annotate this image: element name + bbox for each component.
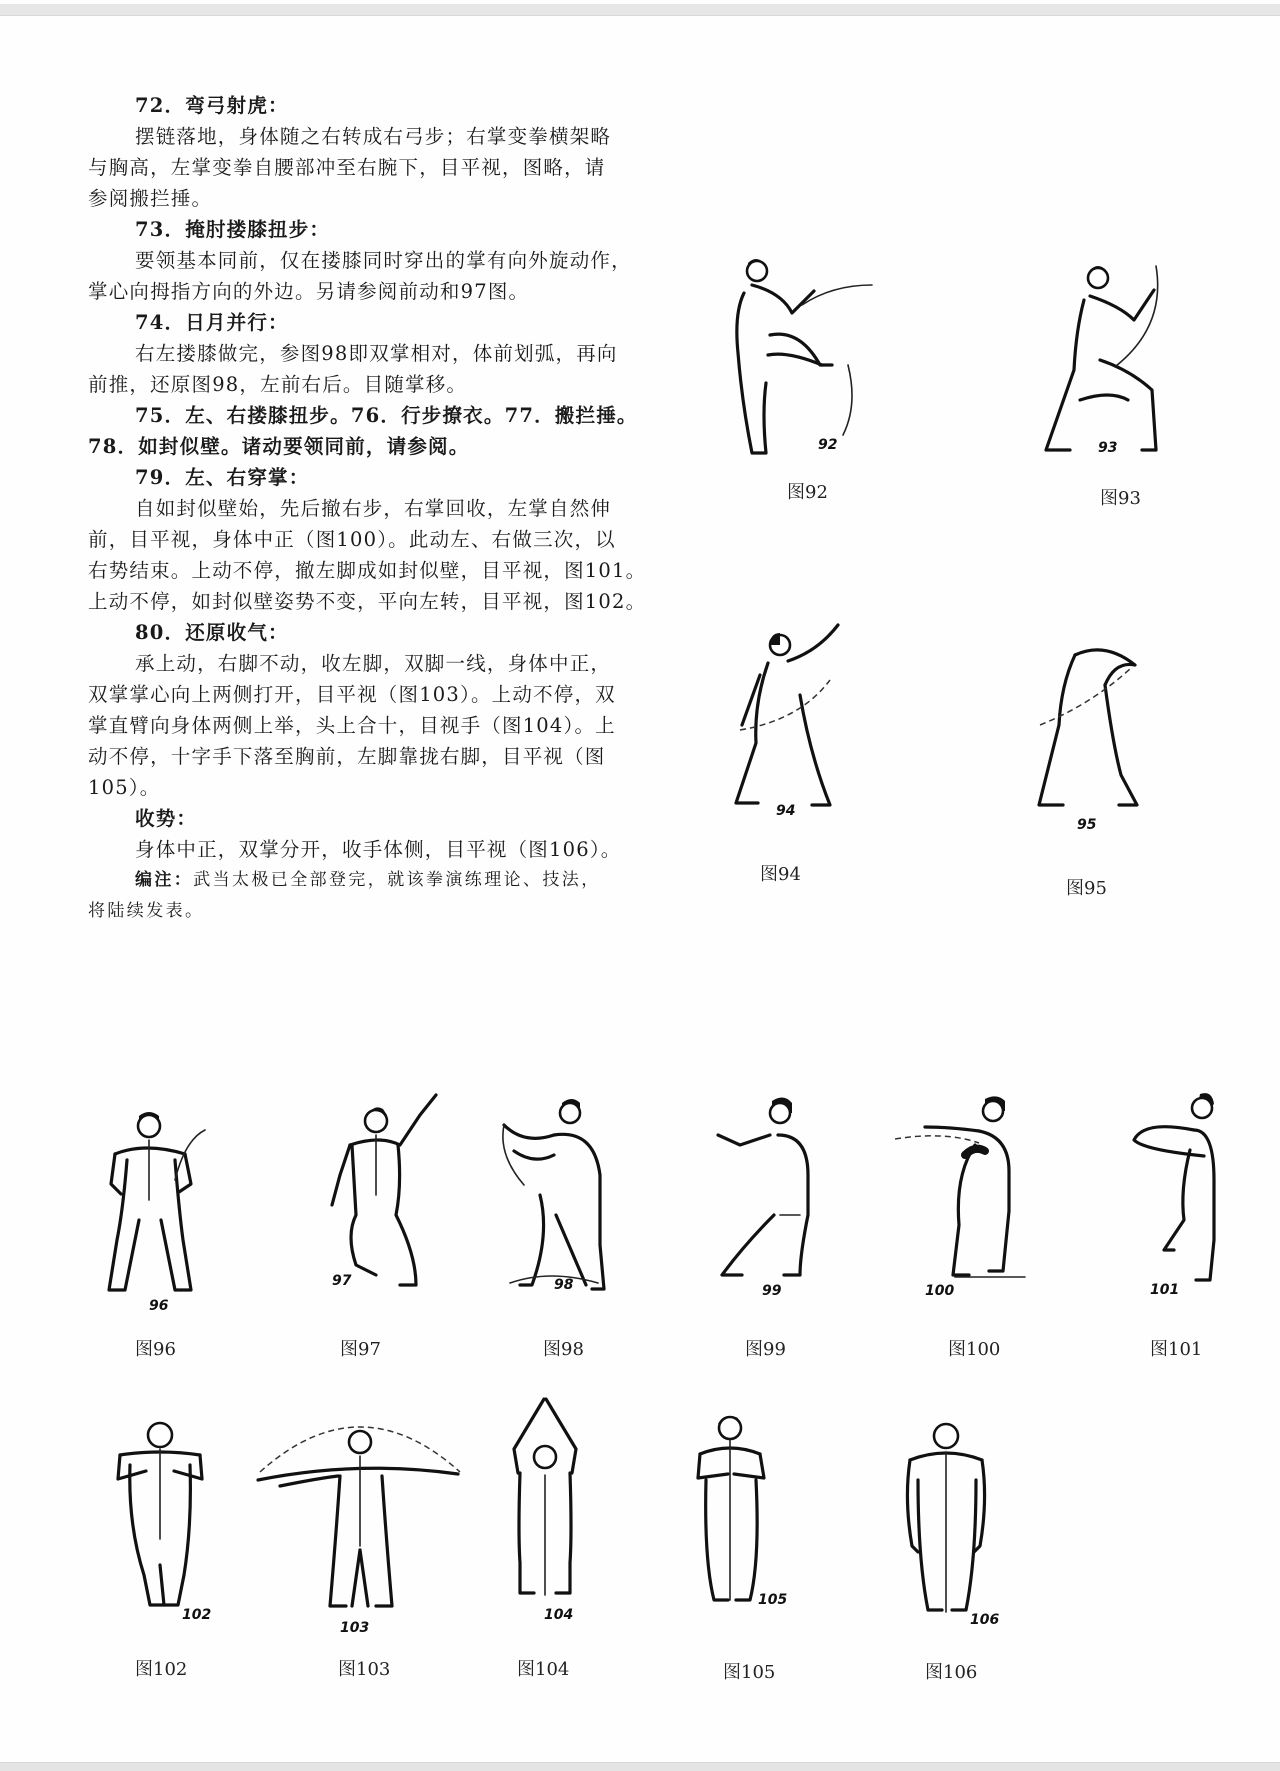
paragraph-line: 105）。 — [88, 776, 161, 799]
figure-104-caption: 图104 — [517, 1659, 570, 1680]
section-heading-79: 79．左、右穿掌： — [135, 466, 310, 489]
paragraph-line: 掌直臂向身体两侧上举，头上合十，目视手（图104）。上 — [88, 714, 616, 737]
paragraph-line: 前推，还原图98，左前右后。目随掌移。 — [88, 373, 468, 396]
paragraph-line: 动不停，十字手下落至胸前，左脚靠拢右脚，目平视（图 — [88, 745, 606, 768]
section-heading-74: 74．日月并行： — [135, 311, 289, 334]
paragraph-line: 掌心向拇指方向的外边。另请参阅前动和97图。 — [88, 280, 530, 303]
figure-99-illustration — [710, 1095, 830, 1295]
figure-100-number: 100 — [925, 1283, 955, 1299]
figure-102-number: 102 — [182, 1607, 212, 1623]
figure-96 — [105, 1110, 215, 1314]
figure-95-illustration — [1035, 645, 1165, 825]
figure-94-number: 94 — [776, 803, 796, 819]
figure-106-illustration — [900, 1420, 1000, 1620]
section-heading-80: 80．还原收气： — [135, 621, 289, 644]
figure-96-caption: 图96 — [135, 1339, 176, 1360]
figure-101-caption: 图101 — [1150, 1339, 1203, 1360]
figure-97-caption: 图97 — [340, 1339, 381, 1360]
editor-note-text: 武当太极已全部登完，就该拳演练理论、技法， — [193, 870, 601, 890]
figure-105 — [690, 1410, 790, 1610]
section-heading-75-77: 75．左、右搂膝扭步。76．行步撩衣。77．搬拦捶。 — [135, 404, 638, 427]
figure-93 — [1040, 260, 1180, 470]
section-heading-73: 73．掩肘搂膝扭步： — [135, 218, 331, 241]
figure-93-illustration — [1040, 260, 1180, 470]
figure-92 — [730, 255, 880, 465]
editor-note-label: 编注： — [135, 870, 194, 890]
figure-101 — [1110, 1090, 1230, 1298]
figure-106 — [900, 1420, 1000, 1628]
section-heading-72: 72．弯弓射虎： — [135, 94, 289, 117]
paragraph-line: 与胸高，左掌变拳自腰部冲至右腕下，目平视，图略，请 — [88, 156, 606, 179]
figure-103-caption: 图103 — [338, 1659, 391, 1680]
figure-95 — [1035, 645, 1165, 833]
figure-92-illustration — [730, 255, 880, 465]
paragraph-line: 承上动，右脚不动，收左脚，双脚一线，身体中正， — [135, 652, 612, 675]
figure-97-illustration — [320, 1085, 450, 1295]
figure-99-caption: 图99 — [745, 1339, 786, 1360]
figure-105-number: 105 — [758, 1592, 788, 1608]
figure-95-number: 95 — [1077, 817, 1097, 833]
figure-93-caption: 图93 — [1100, 488, 1141, 509]
figure-97-number: 97 — [332, 1273, 352, 1289]
figure-99-number: 99 — [762, 1283, 782, 1299]
editor-note-cont: 将陆续发表。 — [88, 901, 205, 921]
figure-92-caption: 图92 — [787, 482, 828, 503]
figure-103-number: 103 — [340, 1620, 370, 1636]
figure-106-number: 106 — [970, 1612, 1000, 1628]
paragraph-line: 自如封似壁始，先后撤右步，右掌回收，左掌自然伸 — [135, 497, 612, 520]
figure-94-illustration — [730, 615, 860, 815]
paragraph-line: 前，目平视，身体中正（图100）。此动左、右做三次，以 — [88, 528, 616, 551]
paragraph-line: 参阅搬拦捶。 — [88, 187, 213, 210]
figure-101-illustration — [1110, 1090, 1230, 1290]
paragraph-line: 右势结束。上动不停，撤左脚成如封似壁，目平视，图101。 — [88, 559, 647, 582]
paragraph-line: 右左搂膝做完，参图98即双掌相对，体前划弧，再向 — [135, 342, 618, 365]
figure-102-caption: 图102 — [135, 1659, 188, 1680]
figure-95-caption: 图95 — [1066, 878, 1107, 899]
figure-104-number: 104 — [544, 1607, 574, 1623]
paragraph-line: 身体中正，双掌分开，收手体侧，目平视（图106）。 — [135, 838, 622, 861]
paragraph-line: 要领基本同前，仅在搂膝同时穿出的掌有向外旋动作， — [135, 249, 632, 272]
figure-103-illustration — [250, 1400, 470, 1620]
figure-102-illustration — [110, 1415, 210, 1615]
figure-98-number: 98 — [554, 1277, 574, 1293]
figure-102 — [110, 1415, 212, 1623]
figure-97 — [320, 1085, 450, 1295]
figure-100-caption: 图100 — [948, 1339, 1001, 1360]
editor-note — [88, 865, 660, 896]
figure-105-caption: 图105 — [723, 1662, 776, 1683]
figure-100-illustration — [895, 1095, 1035, 1295]
article-text — [88, 90, 660, 927]
paragraph-line: 双掌掌心向上两侧打开，目平视（图103）。上动不停，双 — [88, 683, 616, 706]
figure-98 — [490, 1095, 610, 1295]
figure-106-caption: 图106 — [925, 1662, 978, 1683]
figure-94-caption: 图94 — [760, 864, 801, 885]
figure-93-number: 93 — [1098, 440, 1118, 456]
figure-98-illustration — [490, 1095, 610, 1295]
figure-100 — [895, 1095, 1035, 1299]
paragraph-line: 上动不停，如封似壁姿势不变，平向左转，目平视，图102。 — [88, 590, 647, 613]
figure-92-number: 92 — [818, 437, 838, 453]
figure-103 — [250, 1400, 470, 1636]
paragraph-line: 摆链落地，身体随之右转成右弓步；右掌变拳横架略 — [135, 125, 612, 148]
figure-101-number: 101 — [1150, 1282, 1180, 1298]
section-heading-78: 78．如封似壁。诸动要领同前，请参阅。 — [88, 435, 470, 458]
figure-105-illustration — [690, 1410, 790, 1610]
figure-96-number: 96 — [149, 1298, 169, 1314]
viewer-top-edge — [0, 4, 1280, 16]
figure-98-caption: 图98 — [543, 1339, 584, 1360]
figure-104-illustration — [500, 1395, 590, 1610]
figure-99 — [710, 1095, 830, 1299]
section-heading-closing: 收势： — [135, 807, 198, 830]
figure-96-illustration — [105, 1110, 215, 1295]
figure-94 — [730, 615, 860, 819]
figure-104 — [500, 1395, 590, 1623]
